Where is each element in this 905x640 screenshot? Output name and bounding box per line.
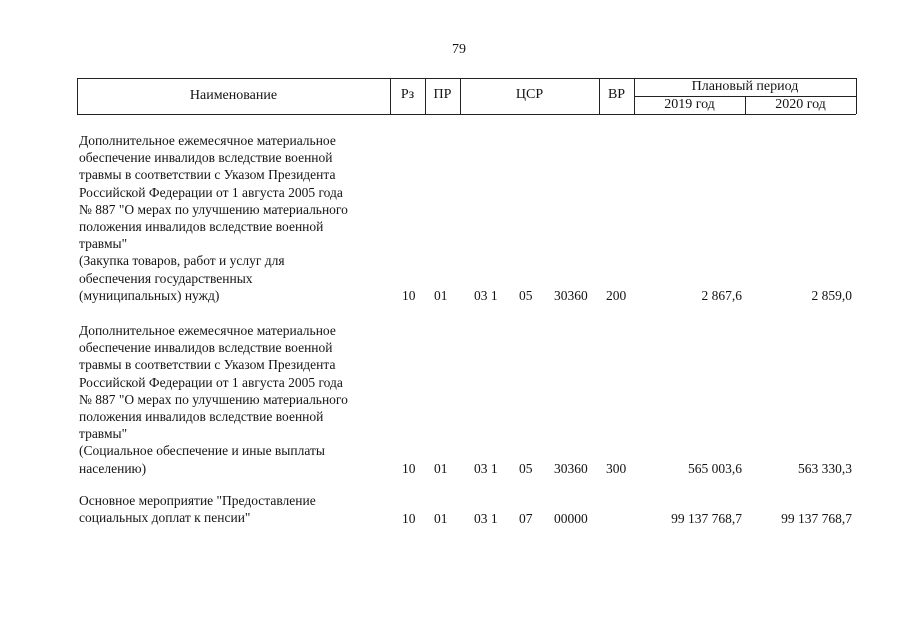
row-name: Дополнительное ежемесячное материальное обеспечение инвалидов вследствие военной травмы в соответствии с Указом Президента Российской Федерации от 1 августа 2005 года № 887 "О мерах по улучшению материального положения инвалидов вследствие военной травмы" (Социальное обеспечение и иные выплаты населению) — [79, 323, 348, 476]
row-name: Основное мероприятие "Предоставление социальных доплат к пенсии" — [79, 493, 316, 526]
header-year-2020: 2020 год — [775, 97, 826, 112]
row-rz: 10 — [402, 510, 416, 526]
row-amount-2019: 99 137 768,7 — [671, 510, 742, 526]
row-amount-2019: 565 003,6 — [688, 460, 742, 476]
row-vr: 200 — [606, 287, 627, 303]
header-vr: ВР — [607, 87, 626, 102]
header-year-2019: 2019 год — [664, 97, 715, 112]
row-csr-event: 07 — [519, 510, 533, 526]
col-divider — [856, 78, 857, 114]
row-amount-2020: 563 330,3 — [798, 460, 852, 476]
page-number: 79 — [452, 42, 466, 57]
header-bottom-border — [77, 114, 856, 115]
table-header — [77, 78, 856, 114]
row-csr-program: 03 1 — [474, 287, 498, 303]
row-pr: 01 — [434, 287, 448, 303]
header-pr: ПР — [433, 87, 452, 102]
row-rz: 10 — [402, 460, 416, 476]
row-pr: 01 — [434, 510, 448, 526]
row-amount-2020: 99 137 768,7 — [781, 510, 852, 526]
table-row — [0, 322, 905, 477]
header-planned-period: Плановый период — [691, 79, 799, 94]
row-csr-event: 05 — [519, 460, 533, 476]
row-amount-2020: 2 859,0 — [811, 287, 852, 303]
table-row — [0, 132, 905, 304]
row-csr-direction: 30360 — [554, 287, 588, 303]
table-row — [0, 492, 905, 527]
header-rz: Рз — [400, 87, 415, 102]
header-csr: ЦСР — [515, 87, 544, 102]
row-pr: 01 — [434, 460, 448, 476]
row-rz: 10 — [402, 287, 416, 303]
row-csr-direction: 00000 — [554, 510, 588, 526]
row-vr: 300 — [606, 460, 627, 476]
row-csr-program: 03 1 — [474, 510, 498, 526]
row-amount-2019: 2 867,6 — [701, 287, 742, 303]
row-name: Дополнительное ежемесячное материальное обеспечение инвалидов вследствие военной травмы в соответствии с Указом Президента Российской Федерации от 1 августа 2005 года № 887 "О мерах по улучшению материального положения инвалидов вследствие военной травмы" (Закупка товаров, работ и услуг для обеспечения государственных (муниципальных) нужд) — [79, 133, 348, 303]
header-name: Наименование — [189, 88, 278, 103]
row-csr-program: 03 1 — [474, 460, 498, 476]
row-csr-event: 05 — [519, 287, 533, 303]
row-csr-direction: 30360 — [554, 460, 588, 476]
